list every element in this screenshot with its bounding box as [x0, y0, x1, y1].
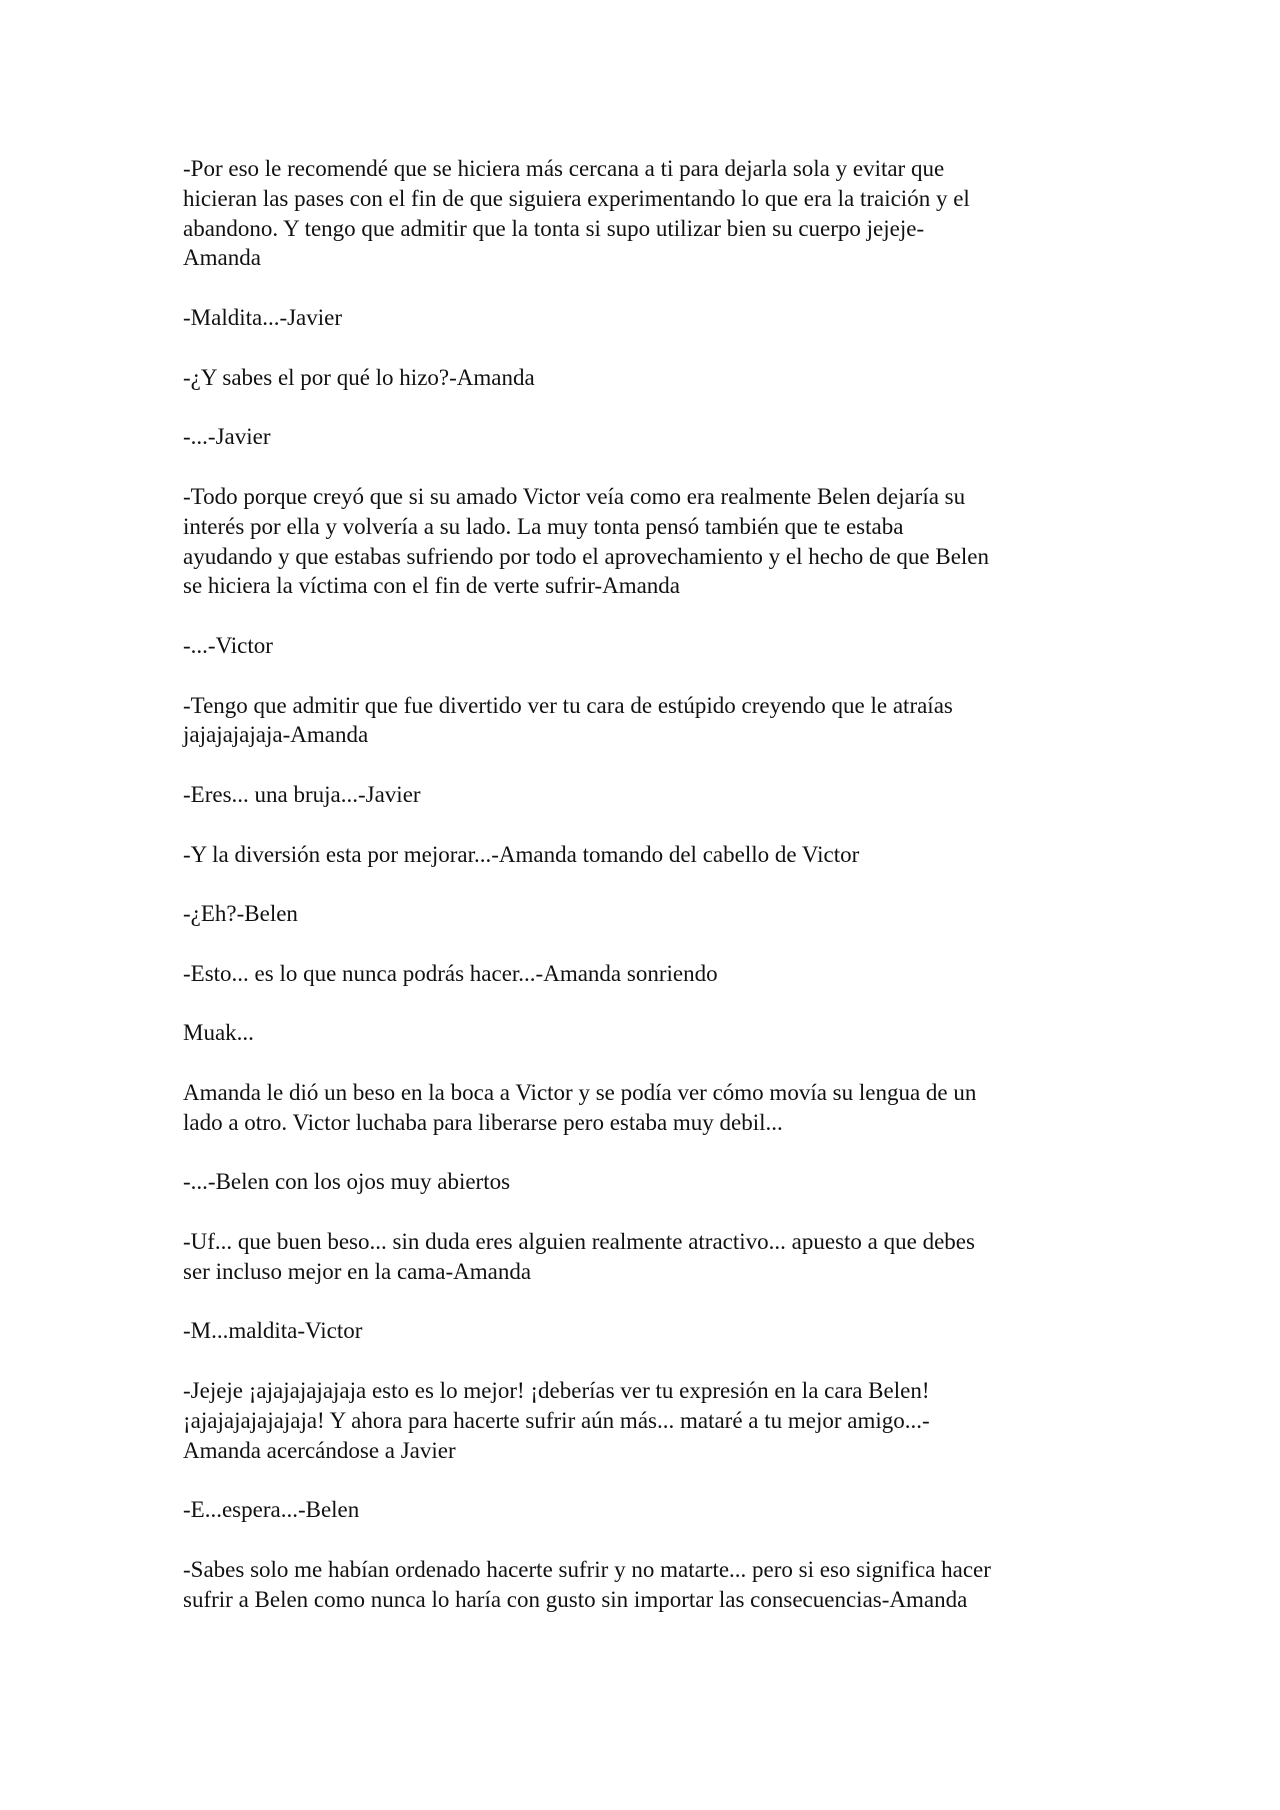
text-line: Muak...	[183, 1020, 254, 1046]
paragraph	[183, 303, 1103, 333]
text-line: -Eres... una bruja...-Javier	[183, 781, 421, 807]
paragraph	[183, 1555, 1103, 1615]
text-line: -Y la diversión esta por mejorar...-Amanda tomando del cabello de Victor	[183, 841, 860, 867]
text-line: -...-Belen con los ojos muy abiertos	[183, 1169, 511, 1195]
text-line: Amanda	[183, 245, 261, 271]
text-line: Amanda acercándose a Javier	[183, 1437, 456, 1463]
text-line: -Maldita...-Javier	[183, 305, 343, 331]
text-line: -Por eso le recomendé que se hiciera más cercana a ti para dejarla sola y evitar que	[183, 156, 945, 181]
paragraph	[183, 691, 1103, 751]
text-line: se hiciera la víctima con el fin de verte sufrir-Amanda	[183, 573, 681, 599]
text-line: jajajajajaja-Amanda	[183, 722, 369, 748]
text-line: ser incluso mejor en la cama-Amanda	[183, 1258, 532, 1284]
text-line: -Sabes solo me habían ordenado hacerte sufrir y no matarte... pero si eso significa hacer	[183, 1556, 991, 1582]
text-line: Amanda le dió un beso en la boca a Victor y se podía ver cómo movía su lengua de un	[183, 1080, 977, 1105]
text-line: -M...maldita-Victor	[183, 1318, 363, 1344]
text-line: ayudando y que estabas sufriendo por todo el aprovechamiento y el hecho de que Belen	[183, 543, 990, 569]
paragraph	[183, 1078, 1103, 1138]
text-line: lado a otro. Victor luchaba para liberarse pero estaba muy debil...	[183, 1109, 783, 1135]
paragraph	[183, 1227, 1103, 1287]
paragraph	[183, 899, 1103, 929]
paragraph	[183, 840, 1103, 870]
paragraph	[183, 154, 1103, 273]
paragraph	[183, 1316, 1103, 1346]
text-line: -Esto... es lo que nunca podrás hacer...-Amanda sonriendo	[183, 960, 718, 986]
text-line: -¿Eh?-Belen	[183, 901, 298, 927]
paragraph	[183, 1376, 1103, 1465]
text-line: sufrir a Belen como nunca lo haría con gusto sin importar las consecuencias-Amanda	[183, 1586, 968, 1612]
text-line: -E...espera...-Belen	[183, 1497, 360, 1523]
paragraph	[183, 482, 1103, 601]
text-line: -Tengo que admitir que fue divertido ver tu cara de estúpido creyendo que le atraías	[183, 692, 953, 718]
paragraph	[183, 780, 1103, 810]
text-line: -Jejeje ¡ajajajajajaja esto es lo mejor! ¡deberías ver tu expresión en la cara Belen!	[183, 1378, 930, 1404]
paragraph	[183, 1167, 1103, 1197]
paragraph	[183, 363, 1103, 393]
text-line: abandono. Y tengo que admitir que la tonta si supo utilizar bien su cuerpo jejeje-	[183, 215, 925, 241]
text-line: -¿Y sabes el por qué lo hizo?-Amanda	[183, 364, 535, 390]
paragraph	[183, 959, 1103, 989]
paragraph	[183, 1495, 1103, 1525]
paragraph	[183, 1018, 1103, 1048]
text-line: hicieran las pases con el fin de que siguiera experimentando lo que era la traición y el	[183, 185, 970, 211]
text-line: -Todo porque creyó que si su amado Victor veía como era realmente Belen dejaría su	[183, 483, 966, 509]
paragraph	[183, 631, 1103, 661]
text-line: -Uf... que buen beso... sin duda eres alguien realmente atractivo... apuesto a que debes	[183, 1229, 975, 1255]
text-line: ¡ajajajajajajaja! Y ahora para hacerte sufrir aún más... mataré a tu mejor amigo...-	[183, 1407, 930, 1433]
text-line: -...-Javier	[183, 424, 271, 450]
paragraph	[183, 422, 1103, 452]
text-line: interés por ella y volvería a su lado. La muy tonta pensó también que te estaba	[183, 513, 904, 539]
document-page	[183, 154, 1103, 1644]
text-line: -...-Victor	[183, 632, 273, 658]
